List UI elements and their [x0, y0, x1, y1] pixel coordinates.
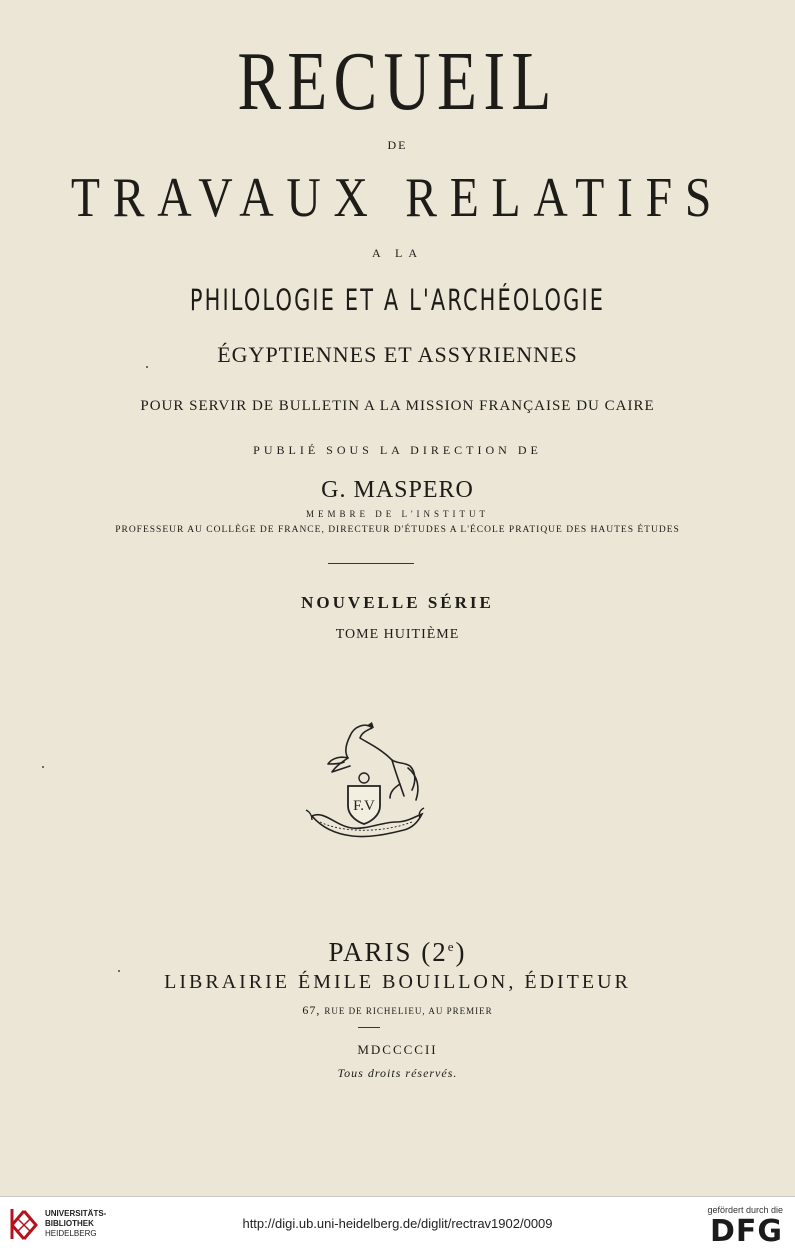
- funder-caption: gefördert durch die: [707, 1205, 783, 1215]
- address-number: 67,: [302, 1003, 321, 1017]
- shield-monogram: F.V: [353, 798, 375, 814]
- paper-speck: [42, 766, 44, 768]
- rights-notice: Tous droits réservés.: [337, 1066, 458, 1080]
- library-line-3: HEIDELBERG: [45, 1229, 97, 1238]
- address-street: RUE DE RICHELIEU, AU PREMIER: [324, 1006, 493, 1016]
- paper-speck: [146, 366, 148, 368]
- city-name: PARIS: [328, 937, 413, 967]
- title-philologie: PHILOLOGIE ET A L'ARCHÉOLOGIE: [189, 283, 606, 317]
- imprint-city: [0, 932, 795, 967]
- divider-rule: [328, 563, 414, 564]
- volume-label: TOME HUITIÈME: [335, 627, 460, 642]
- horse-tail: [408, 768, 418, 800]
- title-egyptiennes: ÉGYPTIENNES ET ASSYRIENNES: [217, 342, 578, 367]
- title-de: DE: [387, 138, 408, 152]
- title-recueil: RECUEIL: [237, 35, 558, 128]
- editor-name: G. MASPERO: [321, 477, 474, 503]
- imprint-publisher: LIBRAIRIE ÉMILE BOUILLON, ÉDITEUR: [164, 971, 631, 993]
- publisher-horse-emblem: [300, 718, 430, 840]
- city-arrondissement: (2: [421, 937, 448, 967]
- horse-hindlegs: [390, 760, 404, 798]
- editor-intro: PUBLIÉ SOUS LA DIRECTION DE: [253, 443, 542, 457]
- paper-speck: [118, 970, 120, 972]
- imprint-year: MDCCCCII: [357, 1042, 438, 1057]
- city-superscript: e: [447, 939, 456, 954]
- library-line-2: BIBLIOTHEK: [45, 1219, 94, 1228]
- emblem-knot: [359, 773, 369, 783]
- subtitle-bulletin: POUR SERVIR DE BULLETIN A LA MISSION FRANÇAISE DU CAIRE: [140, 398, 655, 414]
- editor-membership: MEMBRE DE L'INSTITUT: [305, 509, 490, 519]
- permalink-url[interactable]: http://digi.ub.uni-heidelberg.de/diglit/rectrav1902/0009: [242, 1216, 553, 1231]
- imprint-address: [0, 1003, 795, 1018]
- library-line-1: UNIVERSITÄTS-: [45, 1209, 107, 1218]
- horse-foreleg-2: [332, 758, 350, 772]
- divider-rule-small: [358, 1027, 380, 1028]
- title-a-la: A LA: [372, 246, 423, 260]
- title-travaux: TRAVAUX RELATIFS: [70, 167, 725, 229]
- city-paren-close: ): [455, 937, 467, 967]
- dfg-logo[interactable]: DFG: [709, 1214, 783, 1249]
- editor-positions: PROFESSEUR AU COLLÈGE DE FRANCE, DIRECTEUR D'ÉTUDES A L'ÉCOLE PRATIQUE DES HAUTES ÉTUDES: [115, 525, 680, 535]
- series-label: NOUVELLE SÉRIE: [301, 593, 494, 612]
- viewer-footer: [0, 1196, 795, 1254]
